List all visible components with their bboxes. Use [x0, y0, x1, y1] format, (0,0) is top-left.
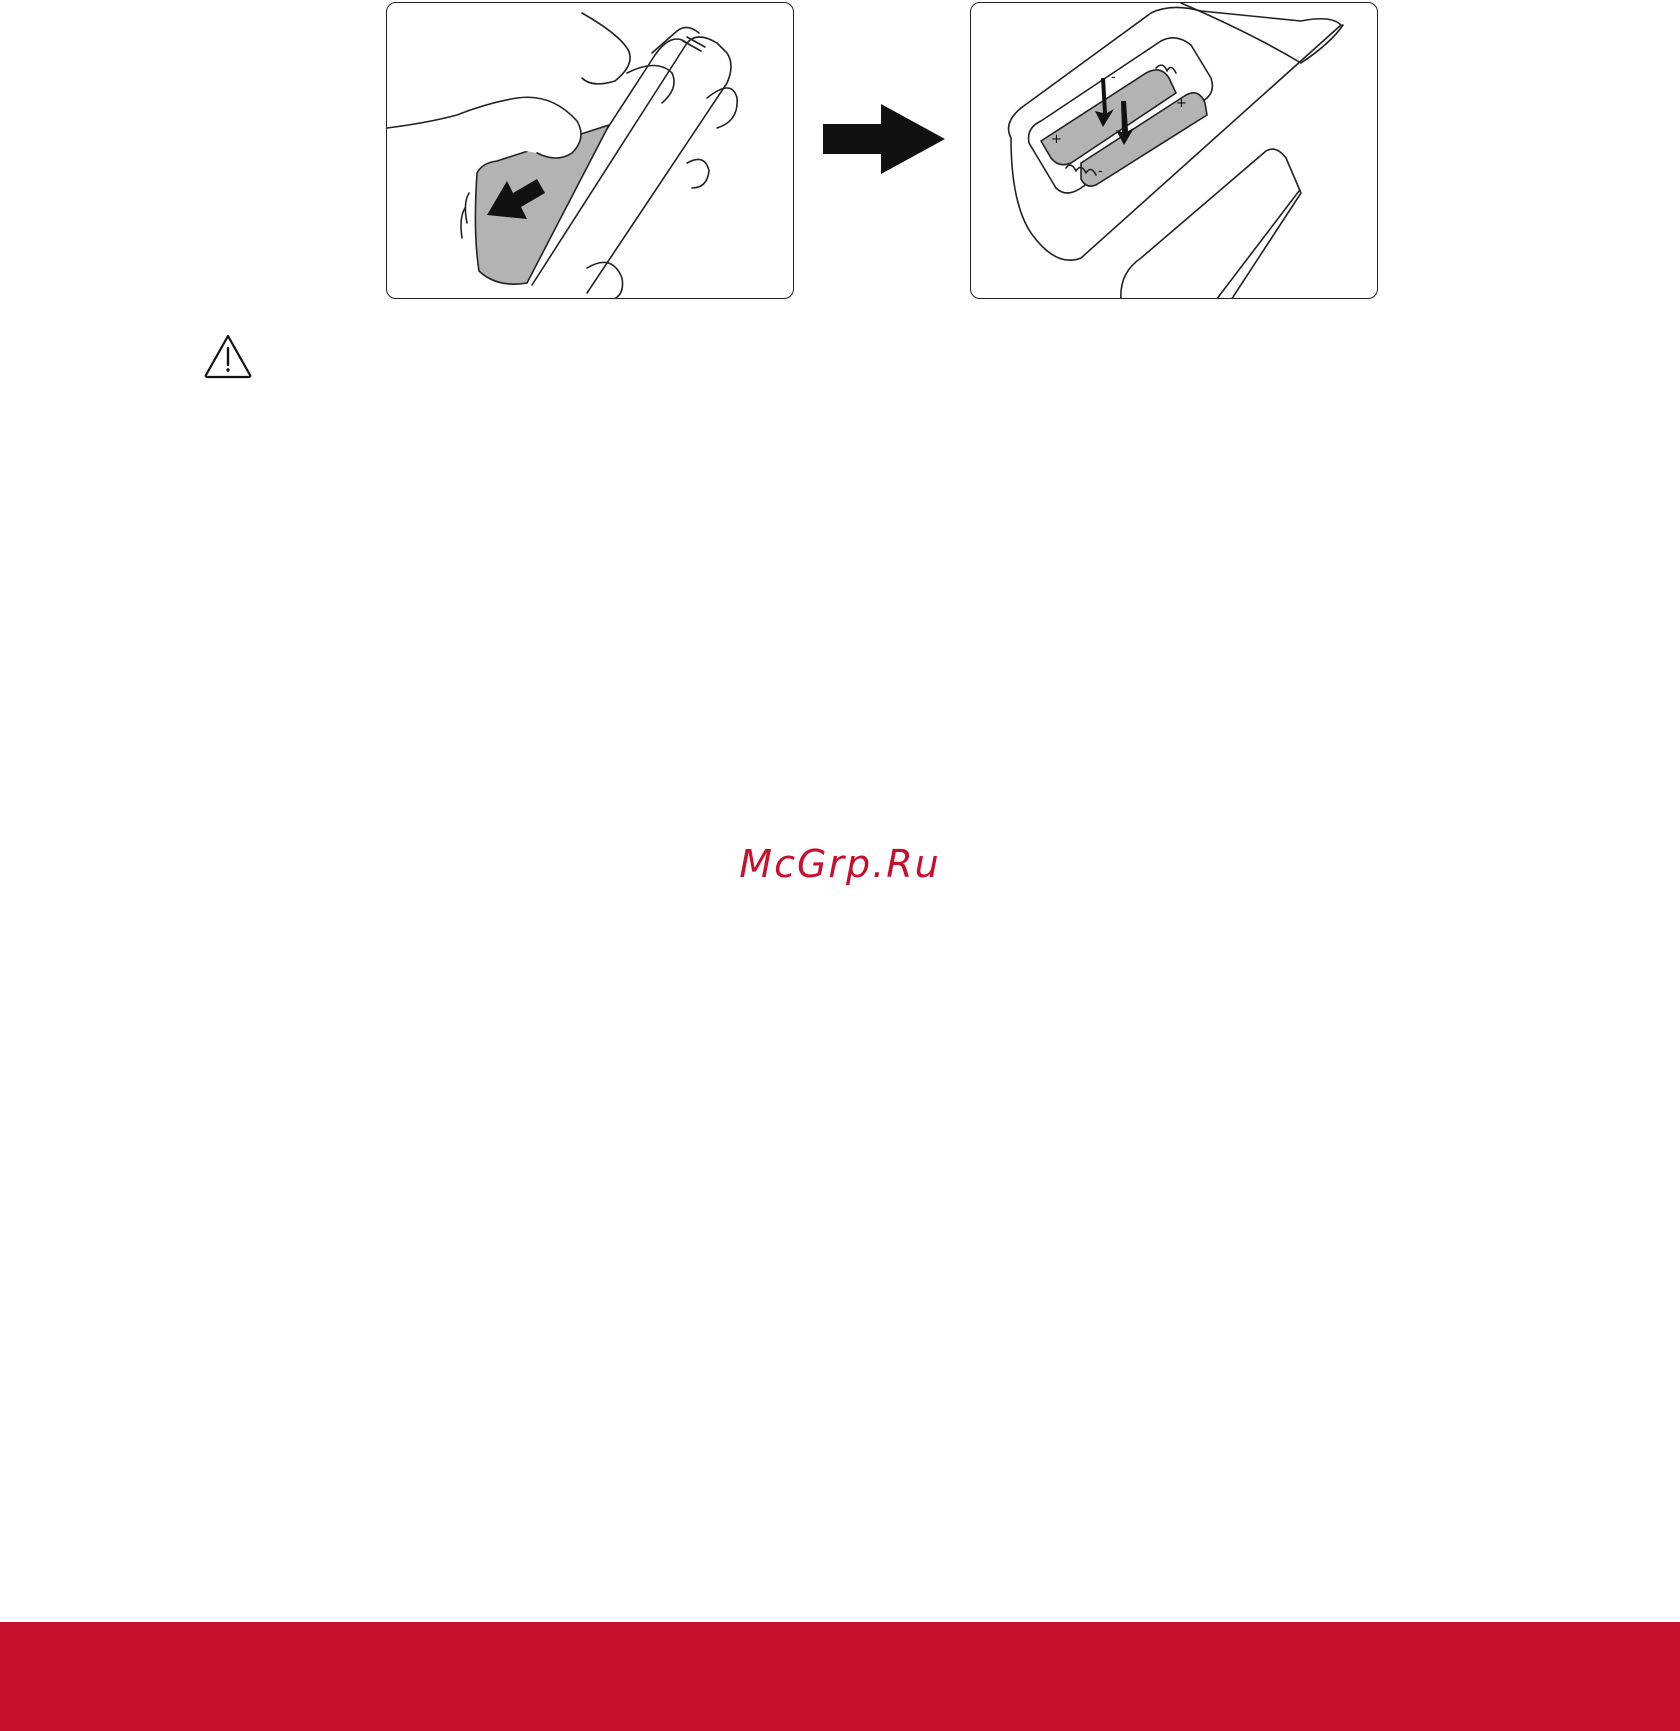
footer-bar [0, 1622, 1680, 1731]
battery-minus-label-2: - [1098, 164, 1103, 179]
battery-insertion-panel [970, 2, 1378, 299]
battery-compartment-illustration [971, 3, 1378, 299]
battery-plus-label-1: + [1051, 132, 1062, 147]
battery-plus-label-2: + [1176, 96, 1187, 111]
battery-cover-removal-panel [386, 2, 794, 299]
right-arrow-icon [823, 104, 945, 174]
watermark-text: McGrp.Ru [739, 842, 941, 886]
hand-sliding-battery-cover-illustration [387, 3, 794, 299]
warning-triangle-icon [203, 333, 253, 379]
battery-minus-label-1: - [1111, 70, 1116, 85]
